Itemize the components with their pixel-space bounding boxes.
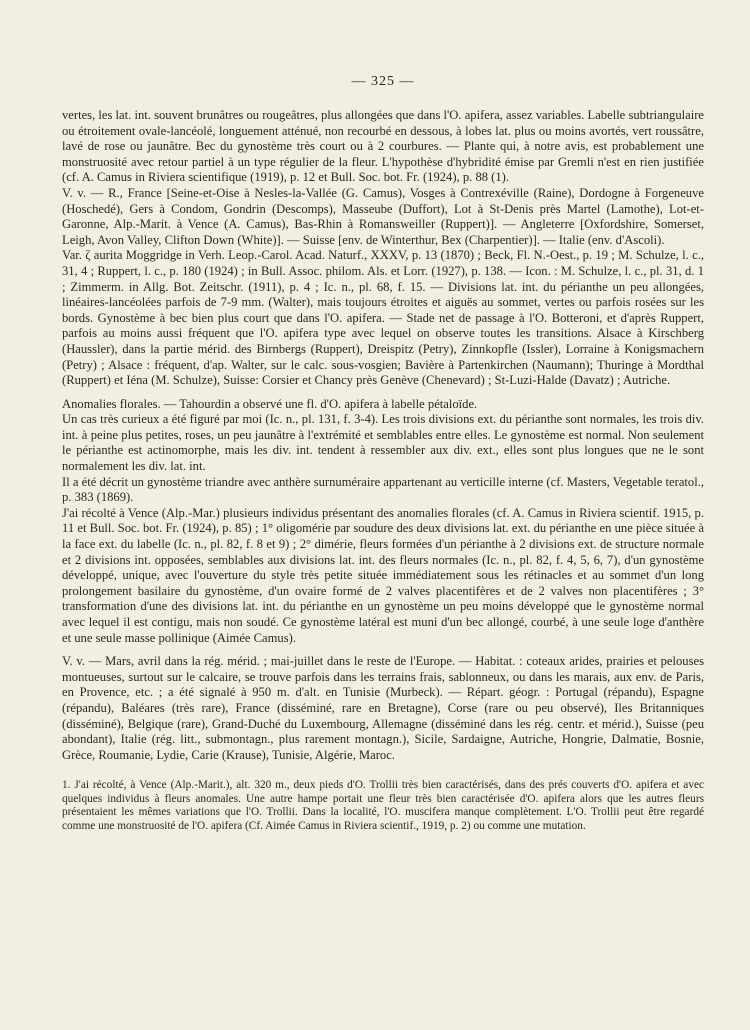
paragraph-vence-anomalies: J'ai récolté à Vence (Alp.-Mar.) plusieurs individus présentant des anomalies florales (cf. A. Camus in Riviera scientif. 1915, p. 11 et Bull. Soc. bot. Fr. (1924), p. 85) ; 1° oligomérie par soudure des deux divisions lat. ext. du périanthe en une pièce située à la face ext. du labelle (Ic. n., pl. 82, f. 8 et 9) ; 2° dimérie, fleurs formées d'un périanthe à 2 divisions ext. de structure normale et 2 divisions int. opposées, semblables aux divisions lat. int. des fleurs normales (Ic. n., pl. 82, f. 4, 5, 6, 7), d'un gynostème développé, unique, avec l'ouverture du style très petite située immédiatement sous les rétinacles et au sommet d'un long prolongement basilaire du gynostème, d'un ovaire formé de 2 valves placentifères et de 2 valves non placentifères ; 3° transformation d'une des divisions lat. int. du périanthe en un gynostème un peu moins développé que le gynostème normal avec lequel il est contigu, mais non soudé. Ce gynostème latéral est muni d'un bec allongé, courbé, à une seule loge d'anthère et une seule masse pollinique (Aimée Camus). [62, 505, 704, 645]
paragraph-gynostem-triandre: Il a été décrit un gynostème triandre avec anthère surnuméraire appartenant au verticille interne (cf. Masters, Vegetable teratol., p. 383 (1869). [62, 474, 704, 505]
paragraph-var-aurita: Var. ζ aurita Moggridge in Verh. Leop.-Carol. Acad. Naturf., XXXV, p. 13 (1870) ; Beck, Fl. N.-Oest., p. 19 ; M. Schulze, l. c., 31, 4 ; Ruppert, l. c., p. 180 (1924) ; in Bull. Assoc. philom. Als. et Lorr. (1927), p. 138. — Icon. : M. Schulze, l. c., pl. 31, d. 1 ; Zimmerm. in Allg. Bot. Zeitschr. (1911), p. 4 ; Ic. n., pl. 68, f. 15. — Divisions lat. int. du périanthe un peu allongées, linéaires-lancéolées parfois de 7-9 mm. (Walter), mais toujours étroites et aiguës au sommet, vertes ou parfois rosées sur les bords. Gynostème à bec bien plus court que dans l'O. apifera. — Stade net de passage à l'O. Botteroni, et d'après Ruppert, parfois au moins aussi fréquent que l'O. apifera type avec lequel on observe toutes les transitions. Alsace à Kirschberg (Haussler), dans la partie mérid. des Birnbergs (Ruppert), Dreispitz (Petry), Zinnkopfle (Issler), Lorraine à Konigsmachern (Petry) ; Alsace : fréquent, d'ap. Walter, sur le calc. sous-vosgien; Bavière à Partenkirchen (Naumann); Thuringe à Mordthal (Ruppert) et Iéna (M. Schulze), Suisse: Corsier et Chancy près Genève (Chenevard) ; St-Luzi-Halde (Davatz) ; Autriche. [62, 248, 704, 388]
paragraph-anomalies: Anomalies florales. — Tahourdin a observé une fl. d'O. apifera à labelle pétaloïde. [62, 396, 478, 411]
footnotes [62, 779, 704, 833]
paragraph-distribution: V. v. — R., France [Seine-et-Oise à Nesles-la-Vallée (G. Camus), Vosges à Contrexéville (Raine), Dordogne à Forgeneuve (Hoschedé), Gers à Condom, Gondrin (Descomps), Masseube (Duffort), Lot à St-Denis près Martel (Lamothe), Lot-et-Garonne, Alp.-Marit. à Vence (A. Camus), Bas-Rhin à Romansweiller (Ruppert)]. — Angleterre [Oxfordshire, Somerset, Leigh, Avon Valley, Clifton Down (White)]. — Suisse [env. de Winterthur, Bex (Charpentier)]. — Italie (env. d'Ascoli). [62, 185, 704, 247]
paragraph-habitat: V. v. — Mars, avril dans la rég. mérid. ; mai-juillet dans le reste de l'Europe. — Habitat. : coteaux arides, prairies et pelouses montueuses, surtout sur le calcaire, se trouve parfois dans les terrains frais, sablonneux, ou dans les marais, aux env. de Paris, en Provence, etc. ; a été signalé à 950 m. d'alt. en Tunisie (Murbeck). — Répart. géogr. : Portugal (répandu), Espagne (répandu), Baléares (très rare), France (disséminé, rare en Bretagne), Corse (rare ou peu observé), Iles Britanniques (disséminé), Belgique (rare), Grand-Duché du Luxembourg, Allemagne (disséminé dans les rég. centr. et mérid.), Suisse (peu abondant), Italie (rég. litt., submontagn., plus rarement montagn.), Sicile, Sardaigne, Autriche, Hongrie, Dalmatie, Bosnie, Grèce, Roumanie, Lydie, Carie (Krause), Tunisie, Algérie, Maroc. [62, 654, 704, 762]
page-number: — 325 — [351, 74, 415, 89]
paragraph-description: vertes, les lat. int. souvent brunâtres ou rougeâtres, plus allongées que dans l'O. apifera, assez variables. Labelle subtriangulaire ou étroitement ovale-lancéolé, longuement atténué, non recourbé en dessous, à lobes lat. plus ou moins avortés, vert roussâtre, lavé de rose ou jaunâtre. Bec du gynostème très court ou à 2 courbures. — Plante qui, à notre avis, est probablement une monstruosité avec retour partiel à un type régulier de la fleur. L'hypothèse d'hybridité émise par Gremli n'est en rien justifiée (cf. A. Camus in Riviera scientifique (1919), p. 12 et Bull. Soc. bot. Fr. (1924), p. 88 (1). [62, 108, 704, 185]
footnote-1: 1. J'ai récolté, à Vence (Alp.-Marit.), alt. 320 m., deux pieds d'O. Trollii très bien caractérisés, dans des prés couverts d'O. apifera et avec quelques individus à fleurs anomales. Une autre hampe portait une fleur très bien caractérisée d'O. apifera alors que les autres fleurs présentaient les mêmes variations que l'O. Trollii. Dans la localité, l'O. muscifera manque complètement. L'O. Trollii peut être regardé comme une monstruosité de l'O. apifera (Cf. Aimée Camus in Riviera scientif., 1919, p. 2) ou comme une mutation. [62, 779, 704, 832]
paragraph-curious-case: Un cas très curieux a été figuré par moi (Ic. n., pl. 131, f. 3-4). Les trois divisions ext. du périanthe sont normales, les trois div. int. à peine plus petites, roses, un peu jaunâtre à l'extrémité et semblables entre elles. Le gynostème est normal. Non seulement le périanthe est actinomorphe, mais les div. int. tendent à ressembler aux div. ext., elles sont plus longues que ne le sont normalement les div. lat. int. [62, 412, 704, 474]
